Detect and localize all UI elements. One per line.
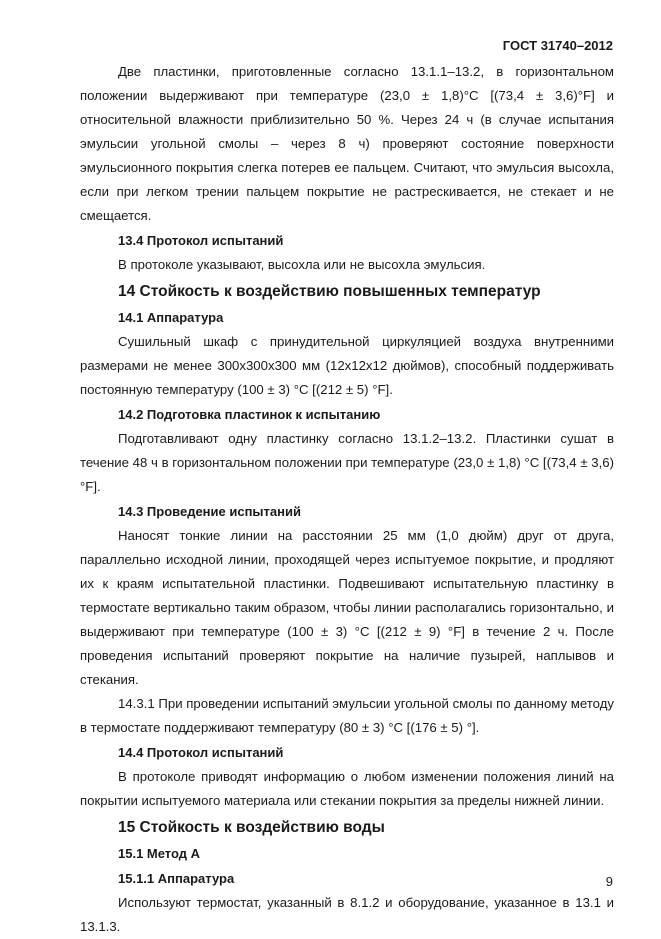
paragraph-13-4: В протоколе указывают, высохла или не высохла эмульсия. — [118, 257, 486, 272]
heading-13-4: 13.4 Протокол испытаний — [118, 233, 284, 248]
heading-section-14: 14 Стойкость к воздействию повышенных температур — [118, 283, 541, 300]
heading-14-2: 14.2 Подготовка пластинок к испытанию — [118, 407, 381, 422]
heading-14-3: 14.3 Проведение испытаний — [118, 504, 301, 519]
paragraph-13-3-text: Две пластинки, приготовленные согласно 13.1.1–13.2, в горизонтальном положении выдерживают при температуре (23,0 ± 1,8)°С [(73,4 ± 3,6)°F] и относительной влажности приблизительно 50 %. Через 24 ч (в случае испытания эмульсии угольной смолы – через 8 ч) проверяют состояние поверхности эмульсионного покрытия слегка потерев ее пальцем. Считают, что эмульсия высохла, если при легком трении пальцем покрытие не растрескивается, не стекает и не смещается. — [80, 64, 614, 223]
document-body — [80, 60, 614, 939]
page-number: 9 — [605, 874, 613, 889]
paragraph-14-3-1: 14.3.1 При проведении испытаний эмульсии угольной смолы по данному методу в термостате поддерживают температуру (80 ± 3) °С [(176 ± 5) °]. — [80, 696, 614, 735]
heading-15-1-1: 15.1.1 Аппаратура — [118, 871, 235, 886]
heading-15-1: 15.1 Метод А — [118, 846, 201, 861]
heading-14-1: 14.1 Аппаратура — [118, 310, 224, 325]
paragraph-14-4: В протоколе приводят информацию о любом изменении положения линий на покрытии испытуемого материала или стекании покрытия за пределы нижней линии. — [80, 769, 614, 808]
paragraph-14-2: Подготавливают одну пластинку согласно 13.1.2–13.2. Пластинки сушат в течение 48 ч в горизонтальном положении при температуре (23,0 ± 1,8) °С [(73,4 ± 3,6) °F]. — [80, 431, 614, 494]
document-header: ГОСТ 31740–2012 — [502, 38, 613, 53]
paragraph-15-1-1: Используют термостат, указанный в 8.1.2 и оборудование, указанное в 13.1 и 13.1.3. — [80, 895, 614, 934]
paragraph-14-3: Наносят тонкие линии на расстоянии 25 мм (1,0 дюйм) друг от друга, параллельно исходной линии, проходящей через испытуемое покрытие, и продляют их к краям испытательной пластинки. Подвешивают испытательную пластинку в термостате вертикально таким образом, чтобы линии располагались горизонтально, и выдерживают при температуре (100 ± 3) °С [(212 ± 9) °F] в течение 2 ч. После проведения испытаний проверяют покрытие на наличие пузырей, наплывов и стекания. — [80, 528, 614, 687]
paragraph-14-1: Сушильный шкаф с принудительной циркуляцией воздуха внутренними размерами не менее 300х300х300 мм (12х12х12 дюймов), способный поддерживать постоянную температуру (100 ± 3) °С [(212 ± 5) °F]. — [80, 334, 614, 397]
heading-14-4: 14.4 Протокол испытаний — [118, 745, 284, 760]
heading-section-15: 15 Стойкость к воздействию воды — [118, 819, 385, 836]
